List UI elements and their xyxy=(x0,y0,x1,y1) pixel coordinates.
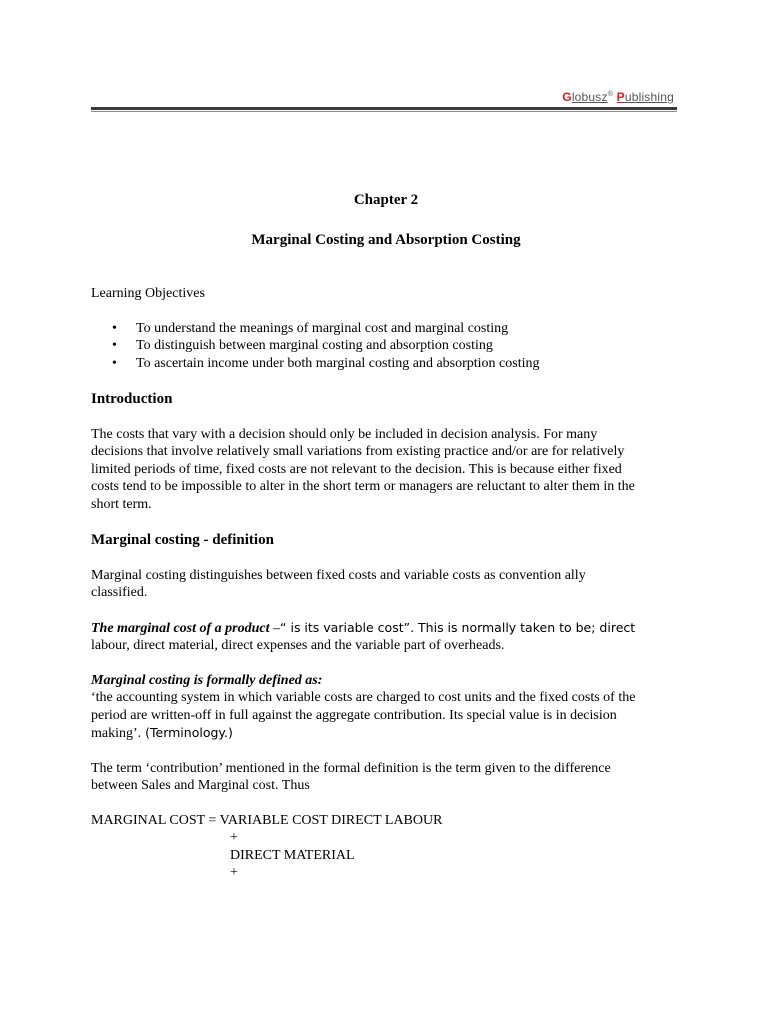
list-item: • To distinguish between marginal costing and absorption costing xyxy=(112,338,493,353)
formula-plus: + xyxy=(230,865,238,880)
learning-objectives-list xyxy=(91,320,681,373)
formal-definition-label: Marginal costing is formally defined as: xyxy=(91,672,323,688)
list-item: • To ascertain income under both marginal costing and absorption costing xyxy=(112,355,540,371)
marginal-cost-formula xyxy=(91,812,681,882)
bullet-icon: • xyxy=(112,320,117,336)
list-item: • To understand the meanings of marginal cost and marginal costing xyxy=(112,320,509,336)
header-rule-thick xyxy=(91,107,677,110)
introduction-heading: Introduction xyxy=(91,391,173,407)
formal-definition-paragraph: Marginal costing is formally defined as: ‘the accounting system in which variable costs are charged to cost units and the fixed costs of the period are written-off in full against the aggregate contribution. Its special value is in decision making’. (Terminology.) xyxy=(91,672,681,743)
brand-initial-g: G xyxy=(562,90,572,104)
marginal-cost-quote: “ is its variable cost”. This is normally taken to be; direct xyxy=(280,619,636,635)
marginal-cost-paragraph: The marginal cost of a product –“ is its variable cost”. This is normally taken to be; direct labour, direct material, direct expenses and the variable part of overheads. xyxy=(91,619,636,653)
brand-initial-p: P xyxy=(616,90,625,104)
formula-plus: + xyxy=(230,830,238,845)
formula-line: DIRECT MATERIAL xyxy=(230,847,355,863)
marginal-cost-label: The marginal cost of a product xyxy=(91,620,270,636)
publisher-logo xyxy=(562,90,674,104)
learning-objectives-heading: Learning Objectives xyxy=(91,286,205,301)
definition-paragraph: Marginal costing distinguishes between fixed costs and variable costs as convention ally classified. xyxy=(91,567,586,600)
brand-text-lobusz: lobusz xyxy=(571,90,608,104)
header-rule-thin xyxy=(91,111,677,112)
bullet-icon: • xyxy=(112,355,117,371)
chapter-subtitle: Marginal Costing and Absorption Costing xyxy=(251,231,521,248)
terminology-reference: (Terminology.) xyxy=(141,725,233,740)
definition-heading: Marginal costing - definition xyxy=(91,532,274,548)
page-content xyxy=(91,192,681,882)
contribution-paragraph: The term ‘contribution’ mentioned in the formal definition is the term given to the difference between Sales and Marginal cost. Thus xyxy=(91,760,611,793)
brand-text-ublishing: ublishing xyxy=(624,90,674,104)
chapter-title: Chapter 2 xyxy=(353,192,419,208)
bullet-icon: • xyxy=(112,338,117,353)
formula-line: MARGINAL COST = VARIABLE COST DIRECT LABOUR xyxy=(91,812,443,828)
trademark-symbol: ® xyxy=(607,91,614,98)
introduction-paragraph: The costs that vary with a decision should only be included in decision analysis. For many decisions that involve relatively small variations from existing practice and/or are for relatively limited periods of time, fixed costs are not relevant to the decision. This is because either fixed costs tend to be impossible to alter in the short term or managers are reluctant to alter them in the short term. xyxy=(91,426,635,512)
